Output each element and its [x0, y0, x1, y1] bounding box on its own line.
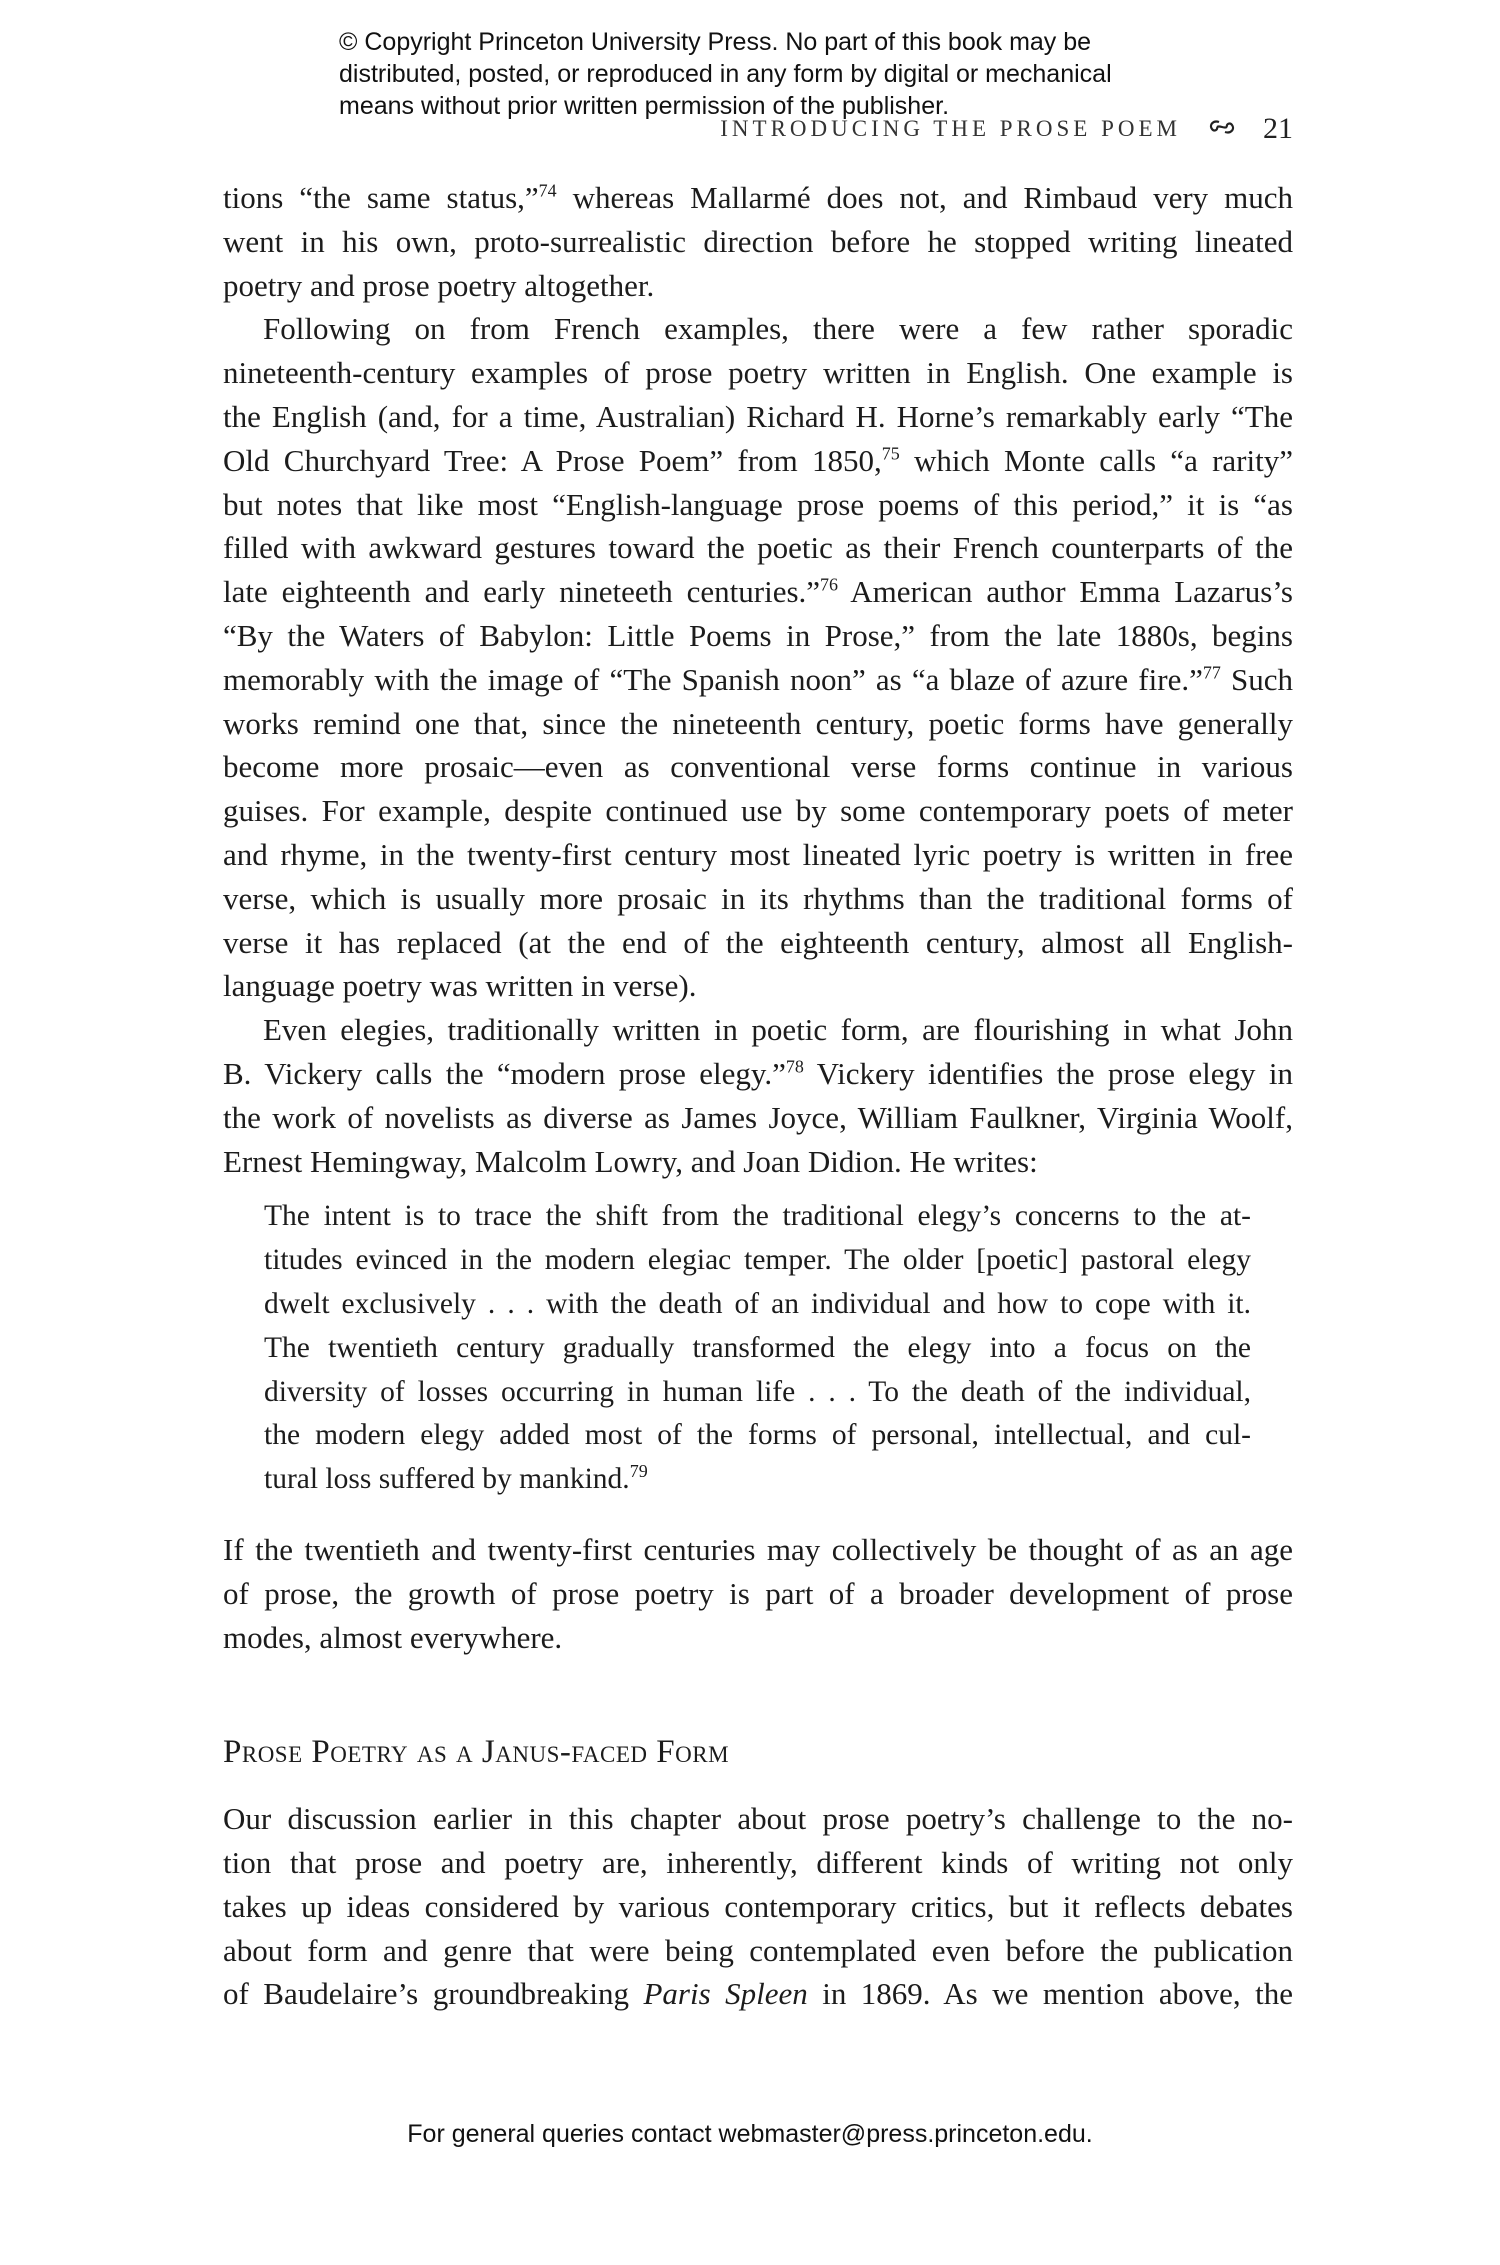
text-line: went in his own, proto-surrealistic direction before he stopped writing lineated: [223, 223, 1293, 259]
text-line: The twentieth century gradually transformed the elegy into a focus on the: [264, 1331, 1251, 1364]
paragraph: [223, 1528, 1293, 1659]
text-line: memorably with the image of “The Spanish noon” as “a blaze of azure fire.”$^{77}$ Such: [223, 661, 1293, 697]
paragraph: [223, 307, 1293, 1008]
page-number: 21: [1263, 112, 1293, 145]
text-line: of prose, the growth of prose poetry is part of a broader development of prose: [223, 1575, 1293, 1611]
text-line: poetry and prose poetry altogether.: [223, 267, 655, 303]
text-line: Even elegies, traditionally written in poetic form, are flourishing in what John: [263, 1012, 1293, 1048]
running-head: [720, 112, 1293, 146]
text-line: diversity of losses occurring in human life . . . To the death of the individual,: [264, 1375, 1251, 1408]
copyright-line: means without prior written permission of the publisher.: [339, 92, 950, 120]
text-line: takes up ideas considered by various contemporary critics, but it reflects debates: [223, 1888, 1293, 1924]
text-line: Ernest Hemingway, Malcolm Lowry, and Joan Didion. He writes:: [223, 1143, 1038, 1179]
footnote-marker[interactable]: 76: [820, 574, 839, 595]
running-head-title: INTRODUCING THE PROSE POEM: [720, 116, 1181, 141]
block-quote: [264, 1195, 1251, 1502]
footnote-marker[interactable]: 74: [538, 180, 557, 201]
text-line: tions “the same status,”$^{74}$ whereas Mallarmé does not, and Rimbaud very much: [223, 180, 1293, 215]
text-line: Following on from French examples, there were a few rather sporadic: [263, 311, 1293, 347]
text-line: tion that prose and poetry are, inherently, different kinds of writing not only: [223, 1845, 1293, 1881]
text-line: works remind one that, since the nineteenth century, poetic forms have generally: [223, 705, 1293, 741]
text-line: the English (and, for a time, Australian) Richard H. Horne’s remarkably early “The: [223, 398, 1293, 434]
text-line: Our discussion earlier in this chapter about prose poetry’s challenge to the no-: [223, 1801, 1293, 1837]
text-line: If the twentieth and twenty-first centuries may collectively be thought of as an age: [223, 1531, 1293, 1567]
text-line: but notes that like most “English-language prose poems of this period,” it is “as: [223, 486, 1293, 522]
text-line: titudes evinced in the modern elegiac temper. The older [poetic] pastoral elegy: [264, 1244, 1251, 1277]
text-line: and rhyme, in the twenty-first century most lineated lyric poetry is written in free: [223, 836, 1293, 872]
text-line: Old Churchyard Tree: A Prose Poem” from 1850,75 which Monte calls “a rarity”: [223, 442, 1293, 478]
text-span: of Baudelaire’s groundbreaking: [223, 1976, 644, 2012]
text-span: in 1869. As we mention above, the: [807, 1976, 1293, 2012]
text-line: “By the Waters of Babylon: Little Poems in Prose,” from the late 1880s, begins: [223, 617, 1293, 653]
book-title: Paris Spleen: [643, 1976, 808, 2012]
text-line: the work of novelists as diverse as James Joyce, William Faulkner, Virginia Woolf,: [223, 1099, 1293, 1135]
swash-ornament-icon: [1207, 116, 1237, 142]
footnote-marker[interactable]: 78: [785, 1056, 804, 1077]
footnote-marker[interactable]: 79: [629, 1461, 648, 1482]
text-line: B. Vickery calls the “modern prose elegy.”$^{78}$ Vickery identifies the prose elegy in: [223, 1055, 1293, 1091]
text-line: nineteenth-century examples of prose poetry written in English. One example is: [223, 355, 1293, 391]
text-line: verse, which is usually more prosaic in its rhythms than the traditional forms of: [223, 880, 1293, 916]
section-heading: Prose Poetry as a Janus-faced Form: [223, 1734, 730, 1771]
text-line: The intent is to trace the shift from the traditional elegy’s concerns to the at-: [264, 1200, 1251, 1233]
paragraph: [223, 176, 1293, 307]
text-line: about form and genre that were being contemplated even before the publication: [223, 1932, 1293, 1968]
text-line: guises. For example, despite continued use by some contemporary poets of meter: [223, 793, 1293, 829]
copyright-notice: [339, 26, 1239, 122]
text-line: verse it has replaced (at the end of the eighteenth century, almost all English-: [223, 924, 1293, 960]
footnote-marker[interactable]: 75: [881, 443, 900, 464]
text-line: language poetry was written in verse).: [223, 968, 697, 1004]
text-line: the modern elegy added most of the forms of personal, intellectual, and cul-: [264, 1419, 1251, 1452]
text-line: become more prosaic—even as conventional verse forms continue in various: [223, 749, 1293, 785]
text-line: dwelt exclusively . . . with the death of an individual and how to cope with it.: [264, 1287, 1251, 1320]
paragraph: [223, 1797, 1293, 2016]
text-line: filled with awkward gestures toward the poetic as their French counterparts of the: [223, 530, 1293, 566]
text-line: modes, almost everywhere.: [223, 1619, 563, 1655]
footnote-marker[interactable]: 77: [1202, 662, 1221, 683]
text-line: late eighteenth and early nineteeth centuries.”$^{76}$ American author Emma Lazarus’s: [223, 574, 1293, 610]
paragraph: [223, 1008, 1293, 1183]
text-line: [223, 1972, 1293, 2016]
footer-contact: For general queries contact webmaster@press.princeton.edu.: [407, 2120, 1093, 2148]
copyright-line: distributed, posted, or reproduced in any form by digital or mechanical: [339, 60, 1112, 88]
copyright-line: © Copyright Princeton University Press. No part of this book may be: [339, 28, 1092, 56]
page-body: [223, 176, 1293, 2016]
text-line: tural loss suffered by mankind.$^{79}$: [264, 1461, 648, 1496]
